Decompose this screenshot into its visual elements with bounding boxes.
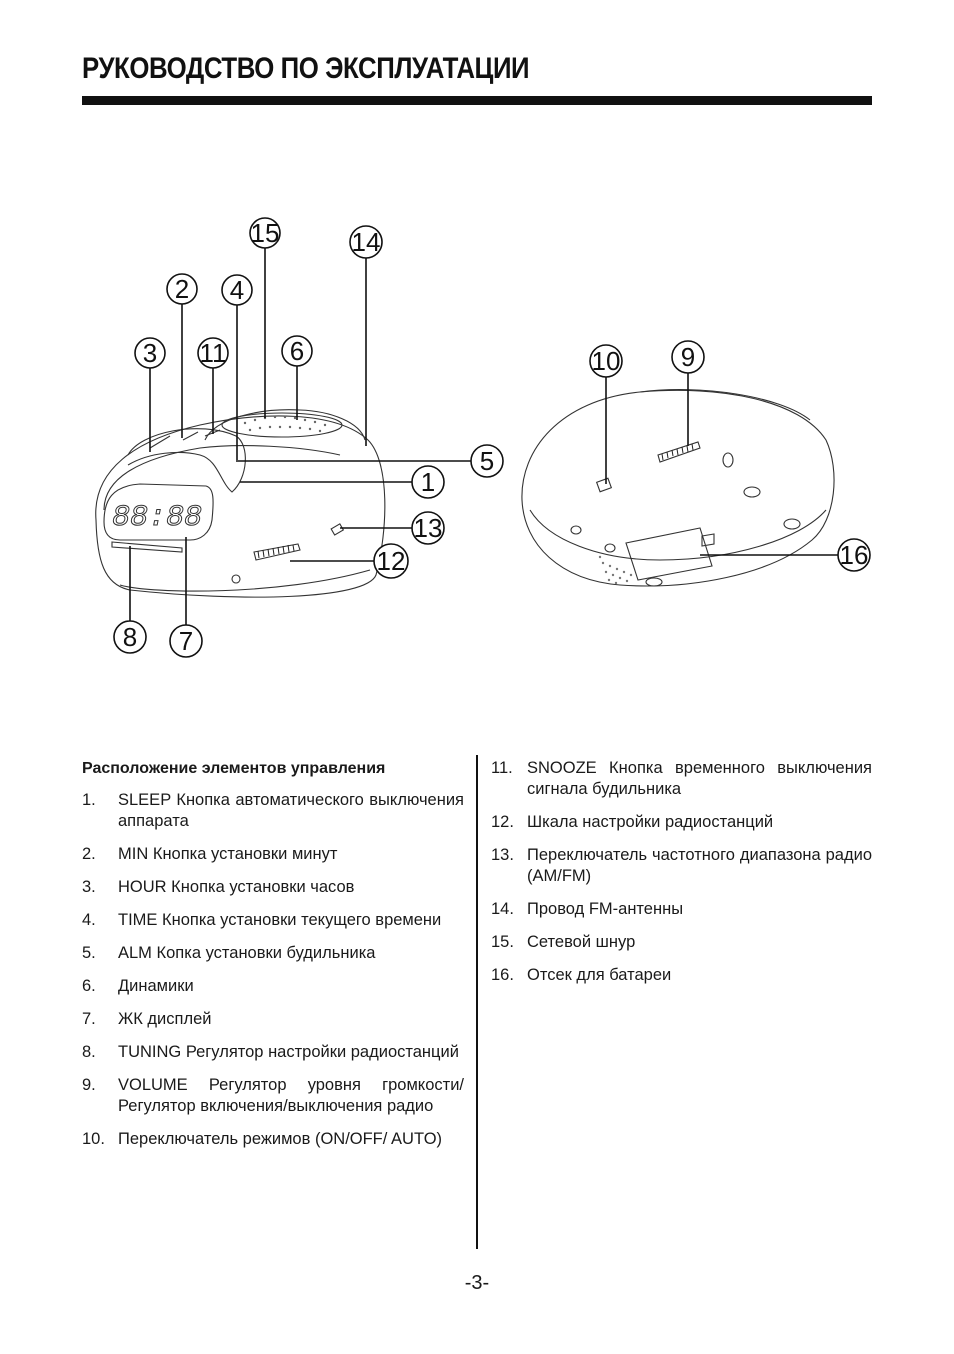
item-text: Динамики xyxy=(118,977,194,995)
tuning-dial-ridges xyxy=(258,545,294,558)
list-item xyxy=(491,899,872,920)
item-text: Отсек для батареи xyxy=(527,966,672,984)
callout-12: 12 xyxy=(376,546,406,576)
item-text: ALM Копка установки будильника xyxy=(118,944,376,962)
item-number: 10. xyxy=(82,1130,105,1148)
item-text: MIN Кнопка установки минут xyxy=(118,845,338,863)
controls-list-left xyxy=(82,758,464,1162)
list-item xyxy=(82,943,464,964)
list-item xyxy=(82,910,464,931)
item-number: 8. xyxy=(82,1043,96,1061)
item-text: Переключатель частотного диапазона радио (AM/FM) xyxy=(527,846,872,885)
list-item xyxy=(82,1042,464,1063)
item-number: 13. xyxy=(491,846,514,864)
callout-8: 8 xyxy=(122,622,138,652)
controls-list-right xyxy=(491,758,872,998)
item-number: 12. xyxy=(491,813,514,831)
callout-7: 7 xyxy=(178,626,194,656)
callout-14: 14 xyxy=(351,227,381,257)
item-number: 14. xyxy=(491,900,514,918)
list-item xyxy=(491,965,872,986)
callout-11: 11 xyxy=(199,338,227,368)
list-item xyxy=(491,845,872,887)
item-number: 11. xyxy=(491,759,513,777)
item-text: Сетевой шнур xyxy=(527,933,636,951)
device-diagram xyxy=(0,200,954,700)
item-text: TUNING Регулятор настройки радиостанций xyxy=(118,1043,459,1061)
section-heading: Расположение элементов управления xyxy=(82,760,386,777)
item-number: 6. xyxy=(82,977,96,995)
callout-6: 6 xyxy=(289,336,305,366)
callout-13: 13 xyxy=(413,513,443,543)
item-text: ЖК дисплей xyxy=(118,1010,212,1028)
item-number: 1. xyxy=(82,791,96,809)
column-divider xyxy=(476,755,478,1249)
item-text: HOUR Кнопка установки часов xyxy=(118,878,355,896)
item-text: SLEEP Кнопка автоматического выключения аппарата xyxy=(118,791,464,830)
list-item xyxy=(82,976,464,997)
item-text: SNOOZE Кнопка временного выключения сигнала будильника xyxy=(527,759,872,798)
list-item xyxy=(491,812,872,833)
item-text: VOLUME Регулятор уровня громкости/ Регулятор включения/выключения радио xyxy=(118,1076,464,1115)
page-title: РУКОВОДСТВО ПО ЭКСПЛУАТАЦИИ xyxy=(82,52,530,85)
callout-5: 5 xyxy=(479,446,495,476)
callout-15: 15 xyxy=(250,218,280,248)
callout-1: 1 xyxy=(420,467,436,497)
item-number: 3. xyxy=(82,878,96,896)
item-number: 2. xyxy=(82,845,96,863)
rear-speaker-grille xyxy=(599,556,632,584)
item-text: Провод FM-антенны xyxy=(527,900,684,918)
list-item xyxy=(491,758,872,800)
list-item xyxy=(82,877,464,898)
callout-circles xyxy=(114,218,870,657)
callout-10: 10 xyxy=(591,346,621,376)
item-number: 9. xyxy=(82,1076,96,1094)
item-text: TIME Кнопка установки текущего времени xyxy=(118,911,442,929)
item-text: Шкала настройки радиостанций xyxy=(527,813,774,831)
lcd-digits: 88:88 xyxy=(112,501,203,535)
list-item xyxy=(82,790,464,832)
list-item xyxy=(82,844,464,865)
item-number: 5. xyxy=(82,944,96,962)
callout-9: 9 xyxy=(680,342,696,372)
callout-4: 4 xyxy=(229,275,245,305)
page-number: -3- xyxy=(464,1272,490,1294)
list-item xyxy=(82,1129,464,1150)
item-number: 16. xyxy=(491,966,514,984)
item-text: Переключатель режимов (ON/OFF/ AUTO) xyxy=(118,1130,443,1148)
item-number: 7. xyxy=(82,1010,96,1028)
callout-16: 16 xyxy=(839,540,869,570)
callout-3: 3 xyxy=(142,338,158,368)
rear-view-device xyxy=(522,390,834,586)
item-number: 4. xyxy=(82,911,96,929)
header-rule xyxy=(82,96,872,105)
callout-2: 2 xyxy=(174,274,190,304)
list-item xyxy=(491,932,872,953)
item-number: 15. xyxy=(491,933,514,951)
list-item xyxy=(82,1075,464,1117)
list-item xyxy=(82,1009,464,1030)
